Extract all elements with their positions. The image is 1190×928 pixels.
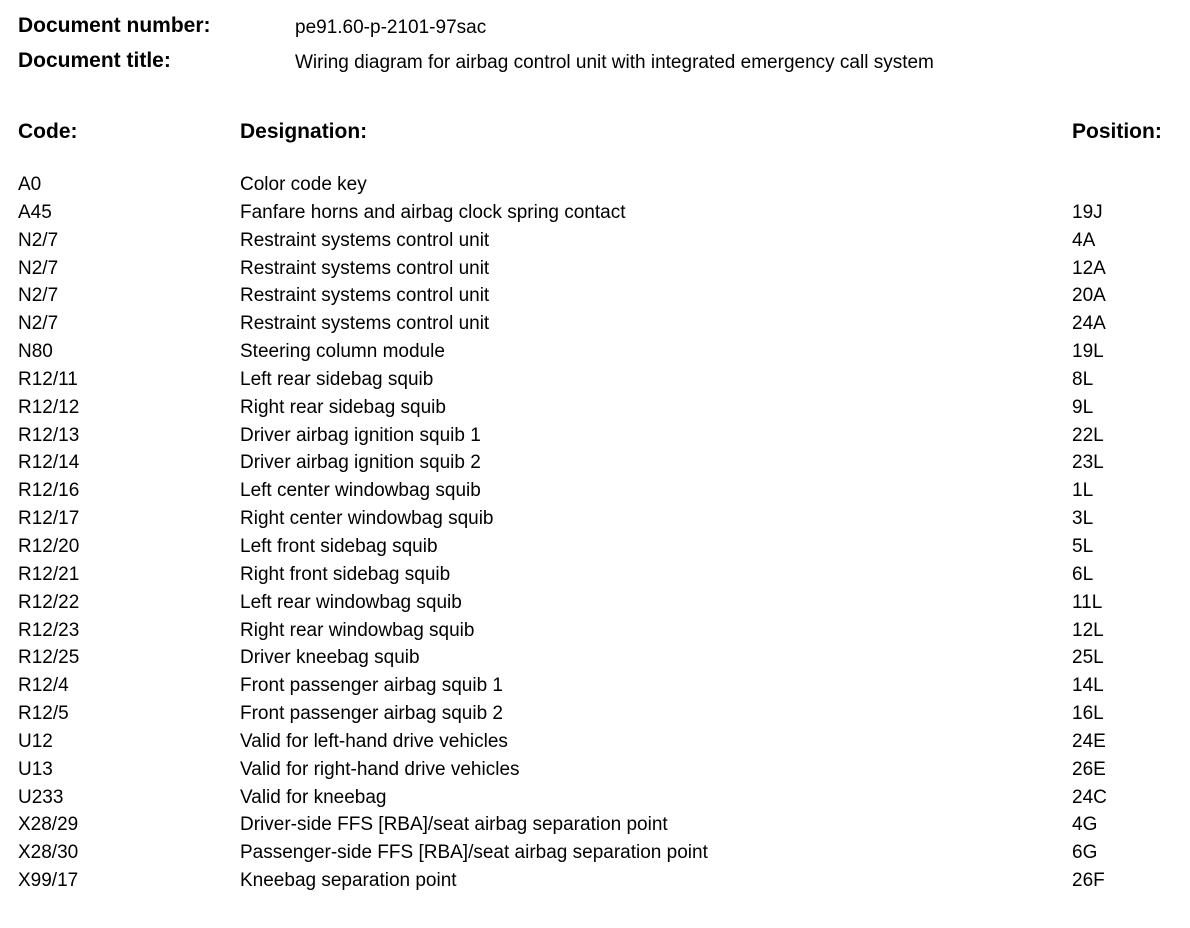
code-cell: R12/17 [18,508,80,530]
table-row [0,811,1190,839]
designation-cell: Left rear sidebag squib [240,368,434,390]
designation-cell: Left front sidebag squib [240,535,438,557]
position-cell: 1L [1072,480,1094,502]
position-cell: 4G [1072,814,1098,836]
designation-cell: Valid for right-hand drive vehicles [240,758,520,780]
position-column-header: Position: [1072,120,1162,143]
table-row [0,784,1190,812]
table-row [0,505,1190,533]
table-row [0,310,1190,338]
table-row [0,756,1190,784]
position-cell: 6L [1072,563,1094,585]
designation-cell: Fanfare horns and airbag clock spring contact [240,201,626,223]
position-cell: 12A [1072,257,1106,279]
position-cell: 20A [1072,285,1106,307]
position-cell: 9L [1072,396,1094,418]
code-cell: R12/21 [18,563,80,585]
code-cell: R12/14 [18,452,80,474]
position-cell: 24C [1072,786,1107,808]
position-cell: 16L [1072,703,1104,725]
table-row [0,171,1190,199]
position-cell: 14L [1072,675,1104,697]
position-cell: 8L [1072,368,1094,390]
code-cell: A0 [18,174,42,195]
designation-cell: Left rear windowbag squib [240,591,462,613]
code-cell: R12/13 [18,424,80,446]
code-cell: A45 [18,201,52,223]
designation-cell: Restraint systems control unit [240,313,490,335]
designation-cell: Restraint systems control unit [240,257,490,279]
position-cell: 25L [1072,647,1104,669]
position-cell: 6G [1072,842,1098,864]
position-cell: 3L [1072,508,1094,530]
table-row [0,867,1190,895]
code-cell: N80 [18,341,53,363]
component-table [0,171,1190,895]
code-cell: R12/12 [18,396,80,418]
designation-cell: Valid for left-hand drive vehicles [240,730,508,752]
designation-cell: Driver airbag ignition squib 2 [240,452,481,474]
designation-cell: Driver-side FFS [RBA]/seat airbag separation point [240,814,668,836]
table-row [0,617,1190,645]
code-cell: X28/30 [18,842,79,864]
code-cell: N2/7 [18,257,59,279]
code-cell: R12/5 [18,703,69,725]
position-cell: 24E [1072,730,1106,752]
position-cell: 26E [1072,758,1106,780]
code-cell: N2/7 [18,313,59,335]
table-row [0,422,1190,450]
designation-cell: Steering column module [240,341,445,363]
position-cell: 19J [1072,201,1103,223]
table-row [0,672,1190,700]
position-cell: 23L [1072,452,1104,474]
designation-cell: Front passenger airbag squib 1 [240,675,503,697]
code-cell: U233 [18,786,64,808]
designation-cell: Front passenger airbag squib 2 [240,703,503,725]
table-row [0,282,1190,310]
designation-cell: Right center windowbag squib [240,508,494,530]
designation-cell: Kneebag separation point [240,870,457,892]
table-row [0,644,1190,672]
code-cell: R12/16 [18,480,80,502]
position-cell: 22L [1072,424,1104,446]
designation-cell: Right rear sidebag squib [240,396,446,418]
code-column-header: Code: [18,120,78,143]
document-number-value: pe91.60-p-2101-97sac [295,17,487,38]
code-cell: N2/7 [18,229,59,251]
position-cell: 5L [1072,535,1094,557]
code-cell: R12/25 [18,647,80,669]
code-cell: U12 [18,730,53,752]
position-cell: 24A [1072,313,1106,335]
code-cell: N2/7 [18,285,59,307]
table-row [0,366,1190,394]
code-cell: R12/11 [18,368,78,390]
table-row [0,589,1190,617]
code-cell: X99/17 [18,870,79,892]
table-row [0,227,1190,255]
code-cell: U13 [18,758,53,780]
designation-cell: Driver kneebag squib [240,647,420,669]
table-row [0,700,1190,728]
designation-cell: Color code key [240,174,367,195]
designation-cell: Valid for kneebag [240,786,387,808]
position-cell: 4A [1072,229,1096,251]
code-cell: R12/22 [18,591,80,613]
table-row [0,728,1190,756]
document-title-label: Document title: [18,49,171,72]
position-cell: 19L [1072,341,1104,363]
position-cell: 11L [1072,591,1103,613]
document-title-value: Wiring diagram for airbag control unit with integrated emergency call system [295,52,934,73]
designation-cell: Right front sidebag squib [240,563,451,585]
designation-cell: Restraint systems control unit [240,229,490,251]
table-row [0,561,1190,589]
table-row [0,477,1190,505]
position-cell: 26F [1072,870,1105,892]
table-row [0,255,1190,283]
table-row [0,449,1190,477]
table-row [0,338,1190,366]
code-cell: R12/20 [18,535,80,557]
designation-cell: Restraint systems control unit [240,285,490,307]
table-row [0,394,1190,422]
position-cell: 12L [1072,619,1104,641]
document-number-label: Document number: [18,14,211,37]
designation-column-header: Designation: [240,120,368,143]
table-row [0,839,1190,867]
code-cell: R12/4 [18,675,69,697]
designation-cell: Passenger-side FFS [RBA]/seat airbag separation point [240,842,708,864]
table-row [0,533,1190,561]
designation-cell: Right rear windowbag squib [240,619,475,641]
designation-cell: Left center windowbag squib [240,480,481,502]
code-cell: R12/23 [18,619,80,641]
table-row [0,199,1190,227]
code-cell: X28/29 [18,814,79,836]
designation-cell: Driver airbag ignition squib 1 [240,424,481,446]
